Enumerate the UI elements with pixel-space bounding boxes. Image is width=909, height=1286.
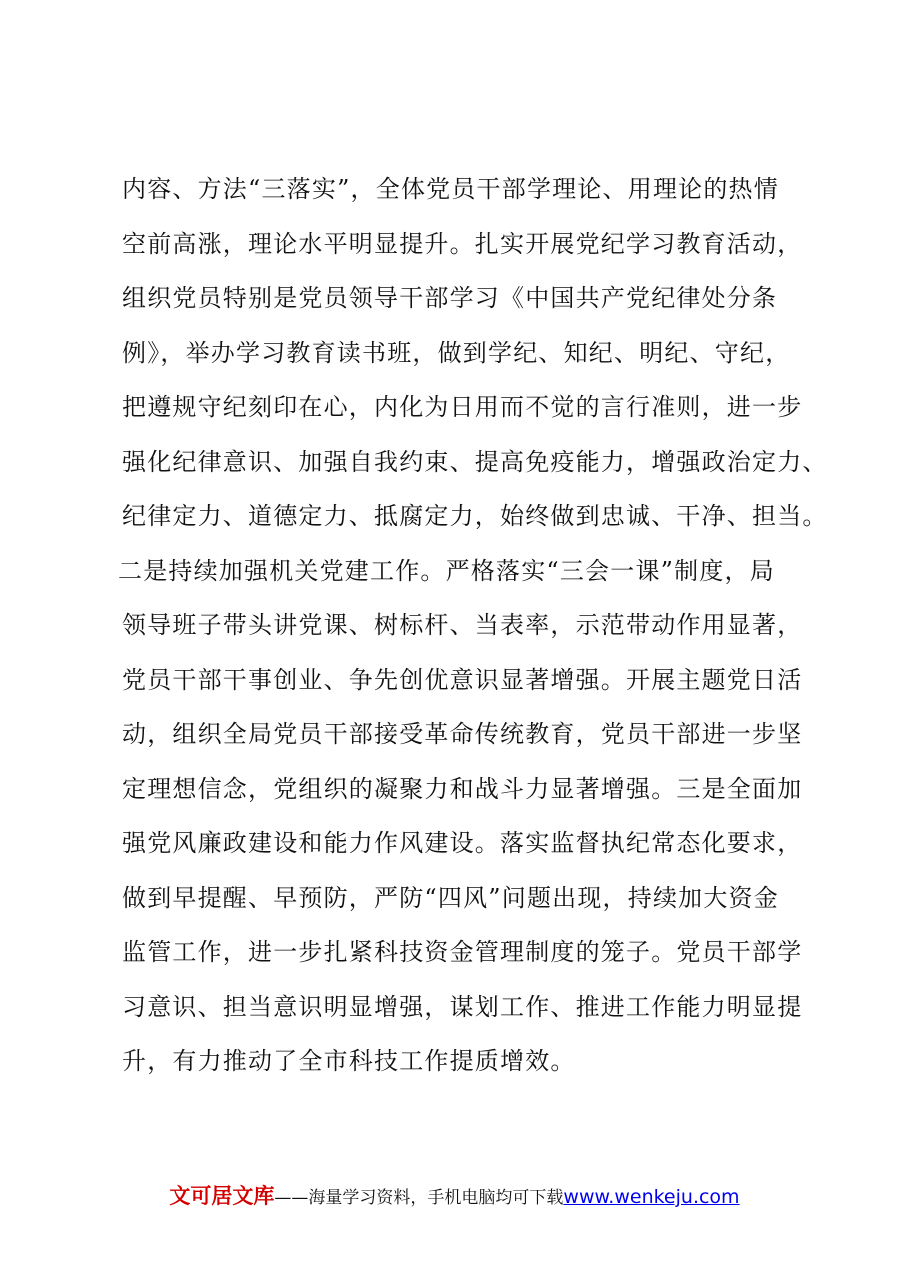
footer-banner	[0, 1180, 909, 1210]
body-text	[118, 162, 828, 1089]
text-line: 例》，举办学习教育读书班，做到学纪、知纪、明纪、守纪，	[122, 338, 791, 367]
text-line: 空前高涨，理论水平明显提升。扎实开展党纪学习教育活动，	[122, 229, 803, 258]
text-line: 强化纪律意识、加强自我约束、提高免疫能力，增强政治定力、	[122, 447, 828, 476]
text-line: 二是持续加强机关党建工作。严格落实“三会一课”制度，局	[118, 556, 775, 585]
footer-tagline: 海量学习资料，手机电脑均可下载	[308, 1188, 564, 1208]
footer-dash: ——	[274, 1188, 309, 1208]
text-line: 领导班子带头讲党课、树标杆、当表率，示范带动作用显著，	[122, 611, 803, 639]
text-line: 定理想信念，党组织的凝聚力和战斗力显著增强。三是全面加	[122, 774, 803, 803]
text-line: 做到早提醒、早预防，严防“四风”问题出现，持续加大资金	[122, 883, 779, 912]
text-line: 把遵规守纪刻印在心，内化为日用而不觉的言行准则，进一步	[122, 393, 803, 421]
text-line: 习意识、担当意识明显增强，谋划工作、推进工作能力明显提	[122, 992, 803, 1021]
text-line: 党员干部干事创业、争先创优意识显著增强。开展主题党日活	[122, 665, 803, 694]
text-line: 升，有力推动了全市科技工作提质增效。	[122, 1047, 576, 1075]
text-line: 组织党员特别是党员领导干部学习《中国共产党纪律处分条	[122, 284, 778, 312]
text-line: 监管工作，进一步扎紧科技资金管理制度的笼子。党员干部学	[122, 938, 803, 966]
text-line: 强党风廉政建设和能力作风建设。落实监督执纪常态化要求，	[122, 829, 803, 857]
brand-name: 文可居文库	[169, 1184, 275, 1208]
text-line: 纪律定力、道德定力、抵腐定力，始终做到忠诚、干净、担当。	[122, 502, 828, 530]
website-link[interactable]: www.wenkeju.com	[563, 1186, 740, 1208]
text-line: 动，组织全局党员干部接受革命传统教育，党员干部进一步坚	[122, 720, 803, 748]
text-line: 内容、方法“三落实”，全体党员干部学理论、用理论的热情	[122, 175, 779, 203]
